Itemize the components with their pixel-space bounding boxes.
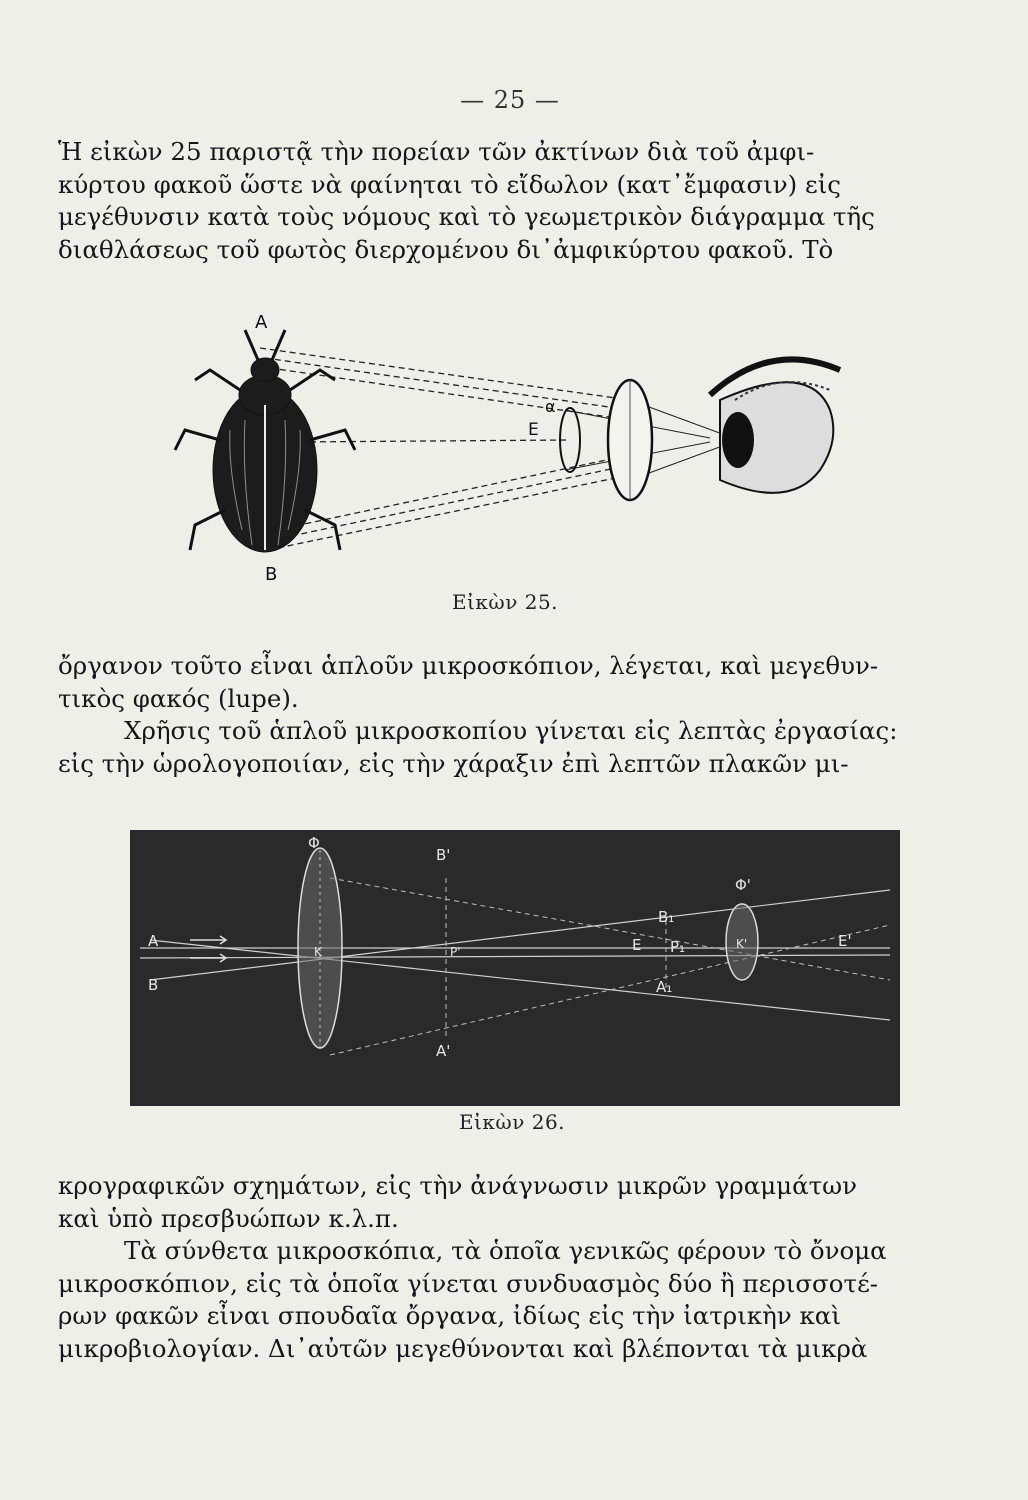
fig26-label-b-prime: B' [436,846,451,864]
fig26-label-k: K [314,945,322,959]
text-line: τικὸς φακός (lupe). [58,683,299,713]
text-line: μικροσκόπιον, εἰς τὰ ὁποῖα γίνεται συνδυασμὸς δύο ἢ περισσοτέ- [58,1268,879,1298]
fig26-label-phi: Φ [308,834,320,852]
fig26-label-a: A [148,932,159,950]
paragraph-figure25-intro [58,136,968,266]
text-line: Ἡ εἰκὼν 25 παριστᾷ τὴν πορείαν τῶν ἀκτίνων διὰ τοῦ ἀμφι- [58,137,815,166]
text-line: κύρτου φακοῦ ὥστε νὰ φαίνηται τὸ εἴδωλον (κατ᾽ἔμφασιν) εἰς [58,169,842,199]
text-line: μεγέθυνσιν κατὰ τοὺς νόμους καὶ τὸ γεωμετρικὸν διάγραμμα τῆς [58,202,875,231]
fig26-label-e-prime: E' [838,932,852,950]
fig26-label-phi-prime: Φ' [735,876,751,894]
paragraph-compound-microscope [58,1170,968,1365]
fig25-label-a: A [255,312,268,333]
text-line: Τὰ σύνθετα μικροσκόπια, τὰ ὁποῖα γενικῶς φέρουν τὸ ὄνομα [124,1236,887,1265]
fig26-label-e: E [632,936,642,954]
text-line: κρογραφικῶν σχημάτων, εἰς τὴν ἀνάγνωσιν μικρῶν γραμμάτων [58,1171,858,1200]
fig26-label-p-prime: P' [450,945,461,959]
figure-26-ray-diagram [130,830,900,1106]
fig26-label-b: B [148,976,159,994]
paragraph-simple-microscope [58,650,968,780]
figure-26-caption: Εἰκὼν 26. [458,1110,566,1134]
fig25-label-b: B [265,564,278,585]
fig26-label-k-prime: K' [736,937,748,951]
figure-25-beetle-lens-illustration [150,300,850,590]
text-line: εἰς τὴν ὡρολογοποιίαν, εἰς τὴν χάραξιν ἐπὶ λεπτῶν πλακῶν μι- [58,748,849,778]
text-line: ρων φακῶν εἶναι σπουδαῖα ὄργανα, ἰδίως εἰς τὴν ἰατρικὴν καὶ [58,1301,841,1330]
text-line: ὄργανον τοῦτο εἶναι ἁπλοῦν μικροσκόπιον, λέγεται, καὶ μεγεθυν- [58,651,879,680]
fig26-label-b1: B₁ [658,908,675,926]
page-number: — 25 — [460,86,560,114]
fig25-label-alpha: α [545,397,556,416]
text-line: Χρῆσις τοῦ ἁπλοῦ μικροσκοπίου γίνεται εἰς λεπτὰς ἐργασίας: [124,716,898,745]
text-line: διαθλάσεως τοῦ φωτὸς διερχομένου δι᾽ἀμφικύρτου φακοῦ. Τὸ [58,234,834,264]
figure-25-caption: Εἰκὼν 25. [451,590,559,614]
fig26-label-a-prime: A' [436,1042,451,1060]
fig25-label-e: E [528,420,539,440]
fig26-label-p1: P₁ [670,938,686,956]
text-line: μικροβιολογίαν. Δι᾽αὐτῶν μεγεθύνονται καὶ βλέπονται τὰ μικρὰ [58,1333,868,1363]
fig26-label-a1: A₁ [656,978,673,996]
text-line: καὶ ὑπὸ πρεσβυώπων κ.λ.π. [58,1203,399,1233]
